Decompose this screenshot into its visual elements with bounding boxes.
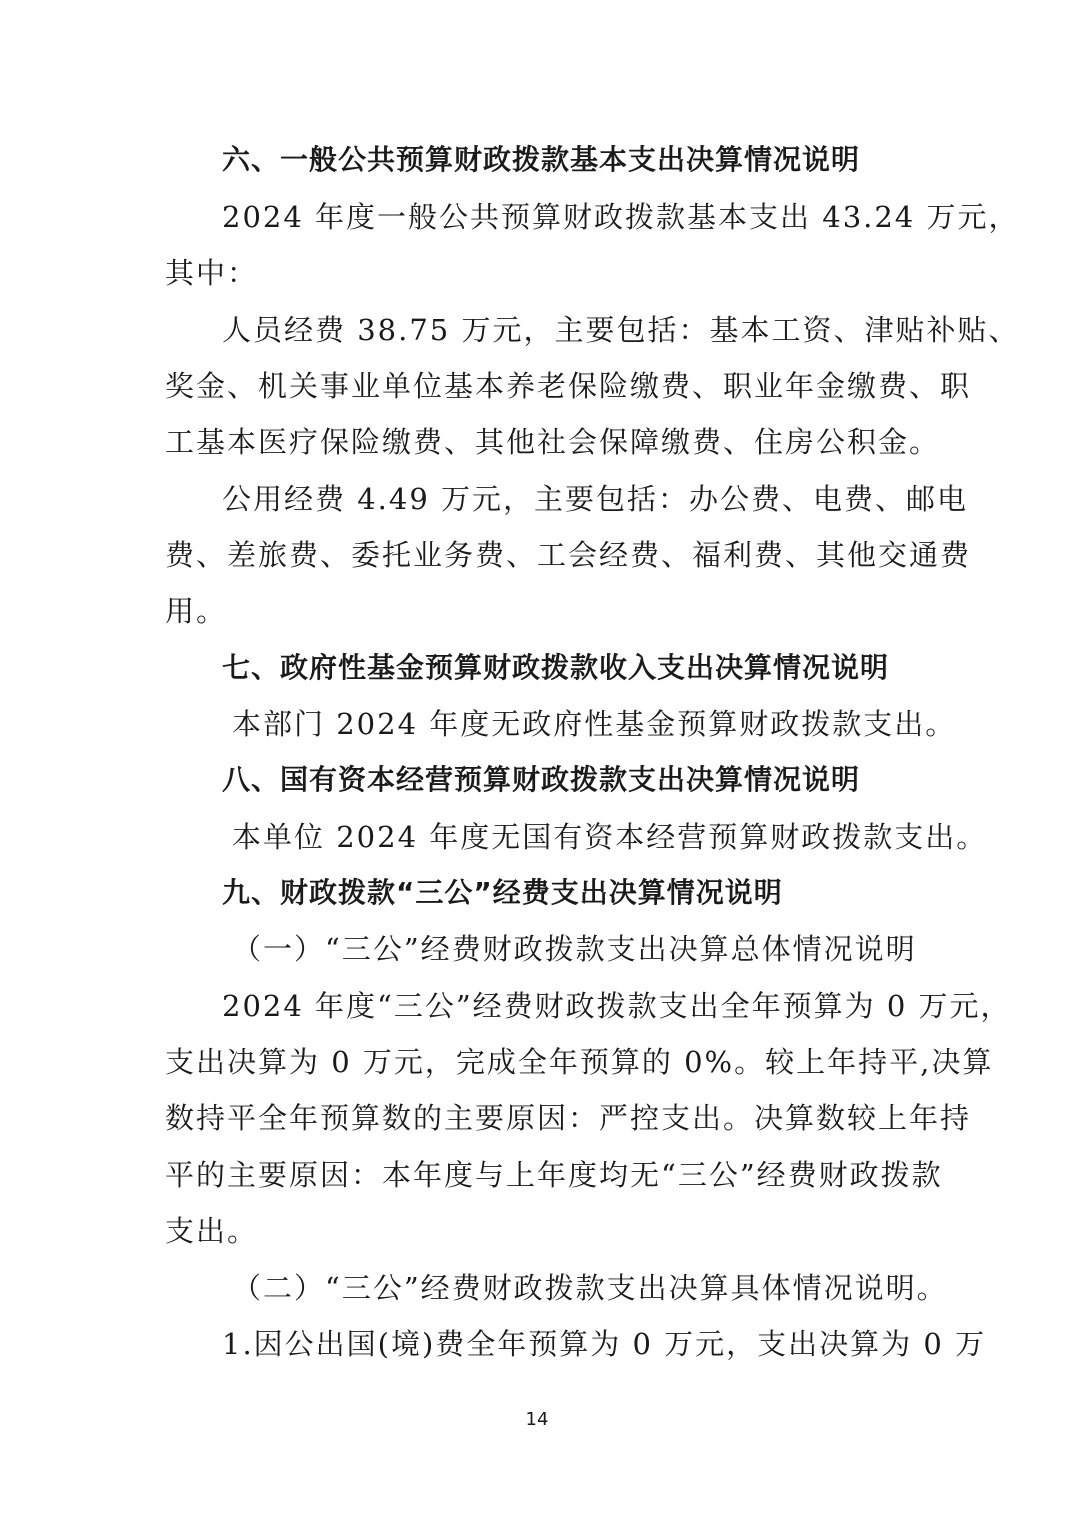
paragraph-line: 公用经费 4.49 万元，主要包括：办公费、电费、邮电	[222, 482, 969, 516]
paragraph-line: 2024 年度一般公共预算财政拨款基本支出 43.24 万元，	[222, 200, 1020, 234]
paragraph-line: 用。	[165, 594, 228, 628]
section-6-heading: 六、一般公共预算财政拨款基本支出决算情况说明	[222, 143, 861, 176]
paragraph-line: 2024 年度“三公”经费财政拨款支出全年预算为 0 万元，	[222, 989, 1012, 1023]
paragraph-line: 费、差旅费、委托业务费、工会经费、福利费、其他交通费	[165, 538, 972, 572]
paragraph-line: 其中：	[165, 256, 259, 290]
subsection-1-title: （一）“三公”经费财政拨款支出决算总体情况说明	[232, 932, 917, 966]
paragraph-line: 本部门 2024 年度无政府性基金预算财政拨款支出。	[232, 707, 957, 741]
paragraph-line: 工基本医疗保险缴费、其他社会保障缴费、住房公积金。	[165, 425, 941, 459]
paragraph-line: 支出。	[165, 1214, 259, 1248]
paragraph-line: 数持平全年预算数的主要原因：严控支出。决算数较上年持	[165, 1101, 972, 1135]
section-9-heading: 九、财政拨款“三公”经费支出决算情况说明	[222, 876, 783, 909]
paragraph-line: 人员经费 38.75 万元，主要包括：基本工资、津贴补贴、	[222, 313, 1020, 347]
paragraph-line: 平的主要原因：本年度与上年度均无“三公”经费财政拨款	[165, 1158, 943, 1192]
paragraph-line: 支出决算为 0 万元，完成全年预算的 0%。较上年持平,决算	[165, 1045, 994, 1079]
subsection-2-title: （二）“三公”经费财政拨款支出决算具体情况说明。	[232, 1271, 948, 1305]
section-7-heading: 七、政府性基金预算财政拨款收入支出决算情况说明	[222, 651, 890, 684]
page-number: 14	[525, 1409, 549, 1430]
paragraph-line: 本单位 2024 年度无国有资本经营预算财政拨款支出。	[232, 820, 988, 854]
paragraph-line: 奖金、机关事业单位基本养老保险缴费、职业年金缴费、职	[165, 369, 972, 403]
section-8-heading: 八、国有资本经营预算财政拨款支出决算情况说明	[222, 763, 861, 796]
paragraph-line: 1.因公出国(境)费全年预算为 0 万元，支出决算为 0 万	[222, 1327, 987, 1361]
